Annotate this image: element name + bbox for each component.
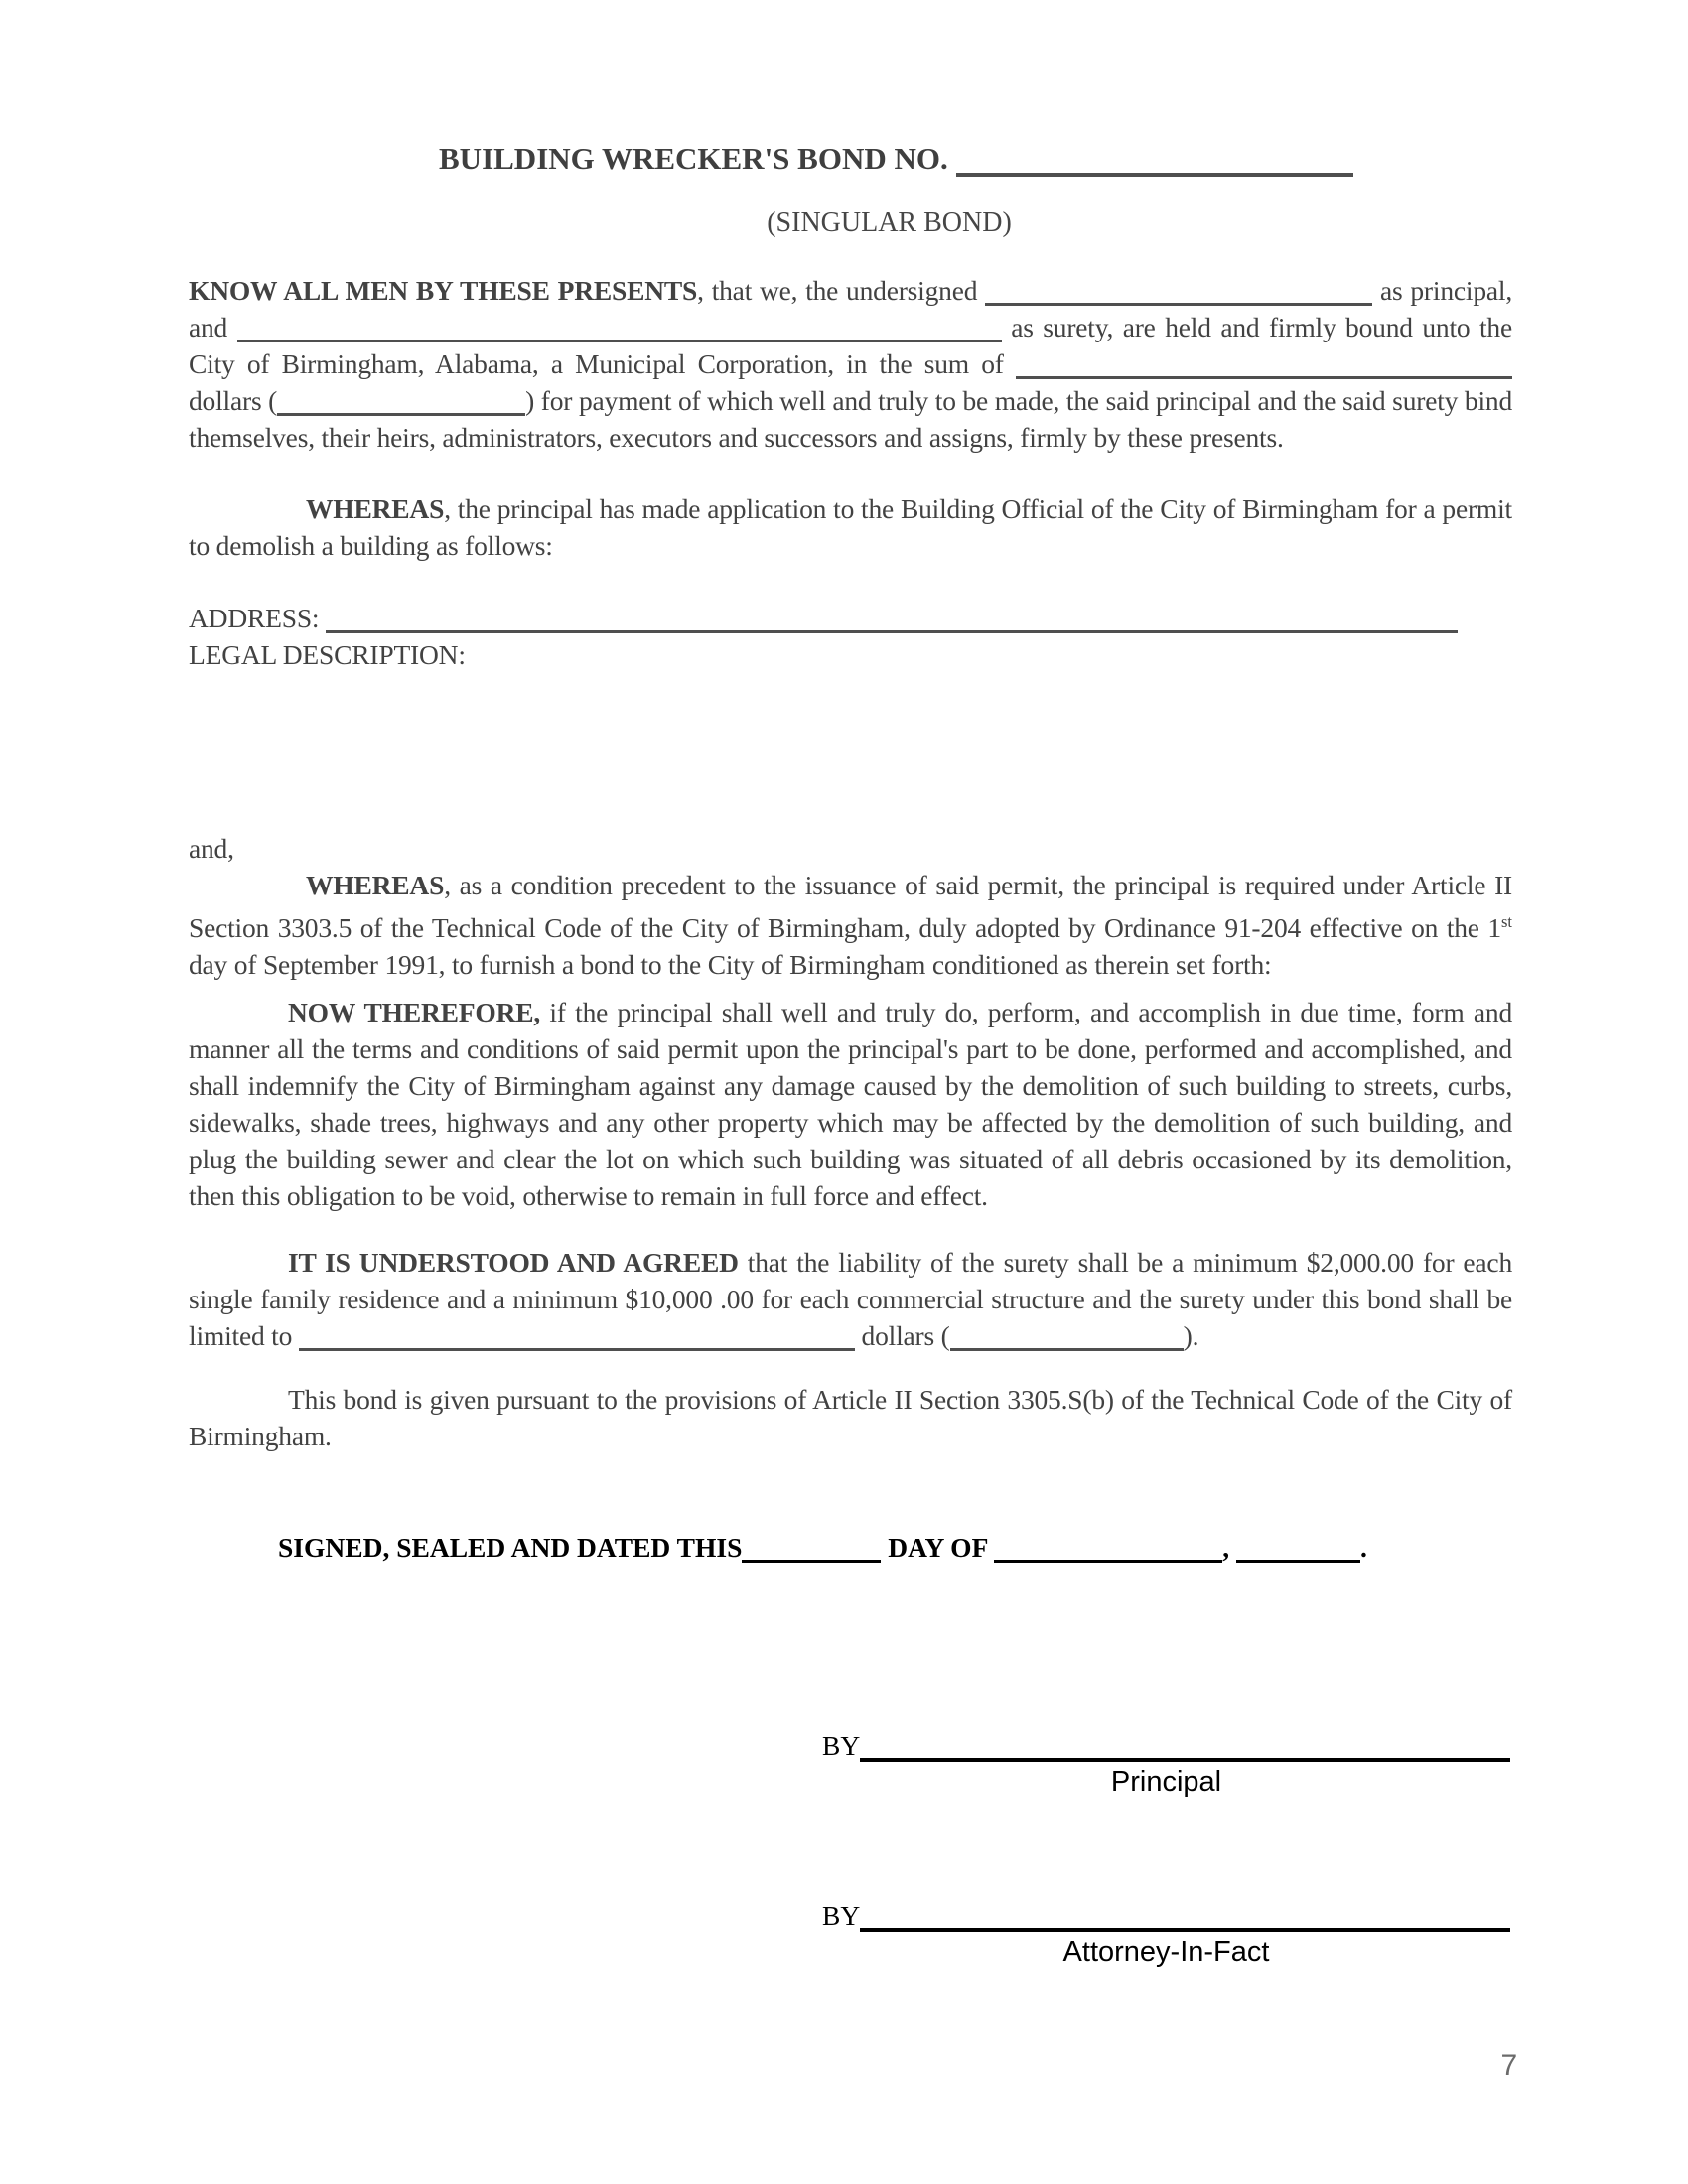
- limit-figures-blank: [950, 1348, 1184, 1351]
- opening-dollars-open: dollars (: [189, 385, 278, 416]
- whereas-condition-text-1: , as a condition precedent to the issuance of said permit, the principal is required under Article II Section 3303.5 of the Technical Code of the City of Birmingham, duly adopted by Ordinance 91-204 effective on the 1: [189, 870, 1512, 944]
- attorney-by-label: BY: [822, 1900, 861, 1932]
- now-therefore-lead: NOW THEREFORE,: [288, 997, 541, 1028]
- principal-by-row: [822, 1727, 1512, 1764]
- year-blank: [1236, 1560, 1360, 1563]
- signed-period: .: [1359, 1532, 1367, 1564]
- opening-after-lead: , that we, the undersigned: [697, 275, 986, 306]
- principal-role-label: Principal: [1110, 1766, 1222, 1799]
- understood-close-paren: ).: [1183, 1320, 1199, 1352]
- and-label: and,: [189, 833, 234, 864]
- now-therefore-text: if the principal shall well and truly do, perform, and accomplish in due time, form and manner all the terms and conditions of said permit upon the principal's part to be done, performed and accomplished, and shall indemnify the City of Birmingham against any damage caused by the demolition of such building to streets, curbs, sidewalks, shade trees, highways and any other property which may be affected by the demolition of such building, and plug the building sewer and clear the lot on which such building was situated of all debris occasioned by its demolition, then this obligation to be void, otherwise to remain in full force and effect.: [189, 997, 1512, 1212]
- day-blank: [742, 1560, 881, 1563]
- sum-figures-blank: [277, 413, 525, 416]
- document-title-row: [439, 139, 1512, 179]
- bond-number-blank: [956, 173, 1353, 177]
- whereas-condition-lead: WHEREAS: [306, 870, 445, 900]
- surety-name-blank: [237, 340, 1002, 342]
- address-blank: [326, 630, 1458, 633]
- opening-closing: ) for payment of which well and truly to be made, the said principal and the said surety bind themselves, their heirs, administrators, executors and successors and assigns, firmly by these presents.: [189, 385, 1512, 453]
- address-row: [189, 600, 1512, 636]
- limit-words-blank: [299, 1348, 855, 1351]
- opening-as-principal: as principal, and: [189, 275, 1512, 342]
- paragraph-understood: [189, 1244, 1512, 1354]
- signed-sealed-dated-row: [278, 1529, 1512, 1566]
- principal-name-blank: [985, 303, 1372, 306]
- paragraph-pursuant: This bond is given pursuant to the provisions of Article II Section 3305.S(b) of the Technical Code of the City of Birmingham.: [189, 1384, 1512, 1452]
- signed-comma: ,: [1222, 1532, 1236, 1564]
- opening-as-surety: as surety, are held and firmly bound unto the City of Birmingham, Alabama, a Municipal Corporation, in the sum of: [189, 312, 1512, 379]
- legal-description-label: LEGAL DESCRIPTION:: [189, 639, 466, 670]
- ordinal-superscript: st: [1500, 912, 1512, 931]
- document-subtitle: (SINGULAR BOND): [767, 207, 1012, 238]
- whereas-condition-text-2: day of September 1991, to furnish a bond to the City of Birmingham conditioned as therein set forth:: [189, 949, 1272, 981]
- principal-by-label: BY: [822, 1730, 861, 1762]
- understood-lead: IT IS UNDERSTOOD AND AGREED: [288, 1247, 739, 1279]
- sum-words-blank: [1016, 376, 1512, 379]
- signed-lead: SIGNED, SEALED AND DATED THIS: [278, 1532, 743, 1564]
- document-title: BUILDING WRECKER'S BOND NO.: [439, 141, 948, 176]
- month-blank: [994, 1560, 1222, 1563]
- attorney-by-row: [822, 1897, 1512, 1934]
- whereas-application-lead: WHEREAS: [306, 493, 445, 524]
- principal-signature-blank: [860, 1758, 1510, 1762]
- opening-lead: KNOW ALL MEN BY THESE PRESENTS: [189, 275, 698, 306]
- paragraph-whereas-condition: [189, 867, 1512, 983]
- paragraph-whereas-application: [189, 490, 1512, 564]
- paragraph-opening: [189, 272, 1512, 456]
- understood-text: that the liability of the surety shall be a minimum $2,000.00 for each single family residence and a minimum $10,000 .00 for each commercial structure and the surety under this bond shall be limited to: [189, 1247, 1512, 1352]
- whereas-application-text: , the principal has made application to the Building Official of the City of Birmingham for a permit to demolish a building as follows:: [189, 493, 1512, 561]
- page-number: 7: [1500, 2049, 1517, 2082]
- attorney-role-label: Attorney-In-Fact: [1062, 1936, 1270, 1969]
- address-label: ADDRESS:: [189, 603, 327, 633]
- paragraph-now-therefore: [189, 994, 1512, 1214]
- attorney-signature-blank: [860, 1928, 1510, 1932]
- understood-dollars-open: dollars (: [854, 1320, 950, 1352]
- signed-day-of: DAY OF: [881, 1532, 995, 1564]
